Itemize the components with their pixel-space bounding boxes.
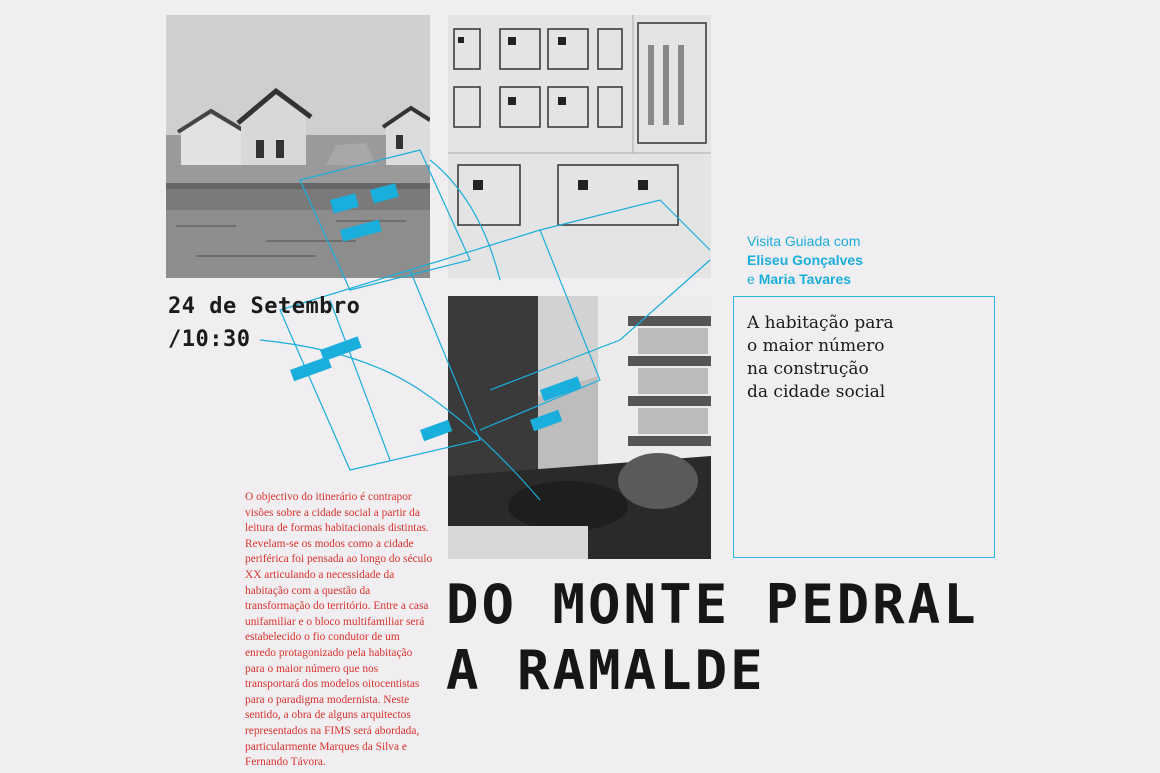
theme-line-2: o maior número — [747, 336, 885, 356]
photo-historic-houses — [166, 15, 430, 278]
photo-architectural-plans — [448, 15, 711, 278]
guide-intro: Visita Guiada com — [747, 233, 861, 249]
event-date: 24 de Setembro — [168, 294, 361, 319]
theme-line-3: na construção — [747, 359, 869, 379]
theme-box — [733, 296, 995, 558]
event-time: /10:30 — [168, 327, 251, 352]
guide-info — [747, 232, 863, 289]
main-title-line-1: DO MONTE PEDRAL — [446, 573, 979, 636]
main-title — [446, 572, 979, 704]
photo-modern-building — [448, 296, 711, 559]
theme-line-1: A habitação para — [747, 313, 894, 333]
description-paragraph: O objectivo do itinerário é contrapor visões sobre a cidade social a partir da leitura de formas habitacionais distintas. Revelam-se os modos como a cidade periférica foi pensada ao longo do século XX articulando a necessidade da habitação com a questão da transformação do território. Entre a casa unifamiliar e o bloco multifamiliar será estabelecido o fio condutor de um enredo protagonizado pela habitação para o maior número que nos transportará dos modelos oitocentistas para o paradigma modernista. Neste sentido, a obra de alguns arquitectos representados na FIMS será abordada, particularmente Marques da Silva e Fernando Távora. — [245, 491, 433, 769]
theme-text — [747, 312, 947, 404]
main-title-line-2: A RAMALDE — [446, 639, 766, 702]
theme-line-4: da cidade social — [747, 382, 886, 402]
event-datetime — [168, 290, 360, 356]
guide-name-2: Maria Tavares — [758, 271, 852, 287]
guide-conjunction: e — [747, 271, 755, 287]
guide-name-1: Eliseu Gonçalves — [747, 252, 863, 268]
